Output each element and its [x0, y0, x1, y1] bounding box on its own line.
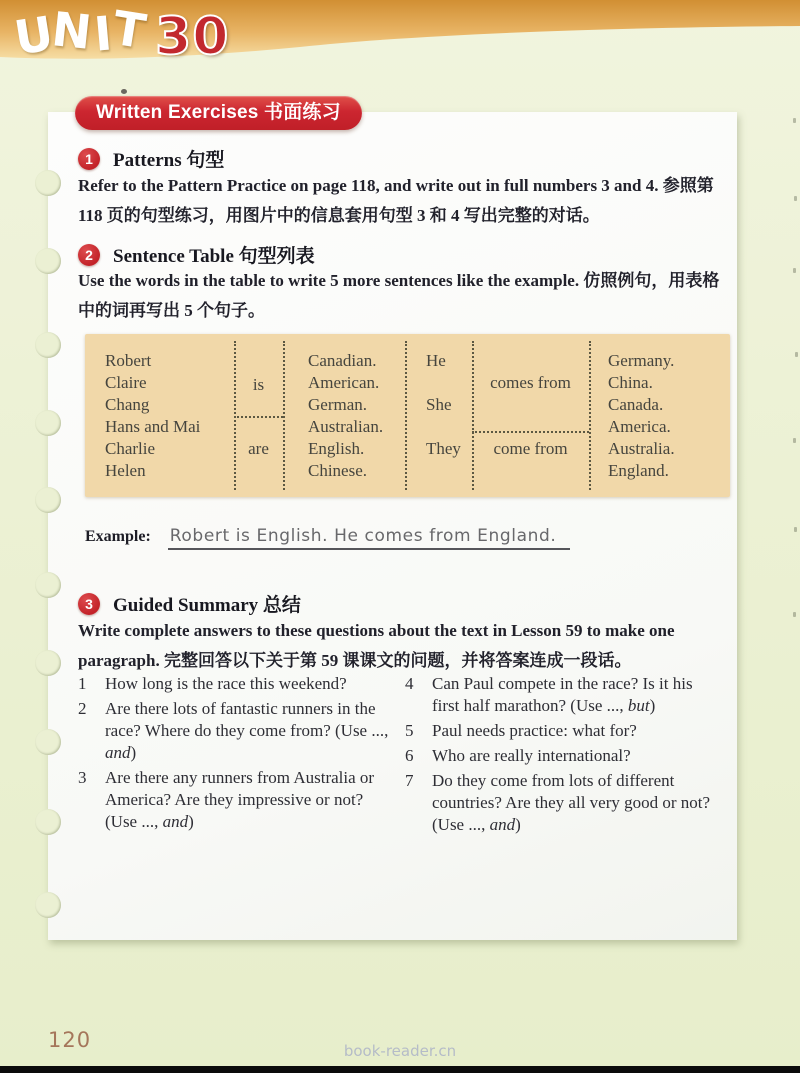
table-cell: America.	[608, 417, 671, 436]
unit-letter: U	[10, 6, 58, 67]
question-item	[405, 770, 723, 836]
question-text	[105, 698, 392, 764]
question-text	[432, 720, 719, 742]
table-cell: German.	[308, 395, 368, 414]
question-text	[432, 673, 719, 717]
page-edge-mark	[793, 268, 796, 273]
unit-letter: T	[108, 0, 150, 61]
bottom-scan-bar	[0, 1066, 800, 1073]
table-cell: Canadian.	[308, 351, 377, 370]
binder-notch	[35, 170, 61, 196]
binder-notch	[35, 410, 61, 436]
section-number-badge: 2	[78, 244, 100, 266]
binder-notch	[35, 892, 61, 918]
dotted-divider-vertical	[472, 341, 474, 490]
table-column-names	[105, 350, 200, 482]
question-item	[78, 673, 396, 695]
binder-notch	[35, 487, 61, 513]
question-item	[405, 720, 723, 742]
question-number: 4	[405, 674, 414, 693]
section-sentence-table-heading	[78, 241, 315, 268]
binder-notch	[35, 729, 61, 755]
watermark: book-reader.cn	[343, 1042, 457, 1060]
question-conjunction: but	[627, 696, 650, 715]
table-cell: Chinese.	[308, 461, 368, 480]
table-cell: China.	[608, 373, 653, 392]
page-edge-mark	[795, 352, 798, 357]
example-label: Example:	[85, 528, 151, 545]
question-number: 2	[78, 699, 87, 718]
table-cell: come from	[493, 439, 568, 458]
section-instructions: Write complete answers to these questions about the text in Lesson 59 to make one paragraph. 完整回答以下关于第 59 课课文的问题，并将答案连成一段话。	[78, 621, 675, 670]
question-conjunction: and	[489, 815, 516, 834]
table-column-nationalities	[308, 350, 383, 482]
section-title: Patterns 句型	[113, 150, 225, 171]
table-cell: England.	[608, 461, 669, 480]
question-text-part: Can Paul compete in the race? Is it his first half marathon? (Use ...,	[432, 674, 693, 715]
section-instructions: Refer to the Pattern Practice on page 118, and write out in full numbers 3 and 4. 参照第 118 页的句型练习，用图片中的信息套用句型 3 和 4 写出完整的对话。	[78, 176, 714, 225]
question-text-part: )	[515, 815, 521, 834]
question-item	[78, 767, 396, 833]
table-cell: is	[252, 375, 265, 394]
table-cell: Australian.	[308, 417, 384, 436]
table-cell: comes from	[490, 373, 571, 392]
table-cell: Australia.	[608, 439, 675, 458]
question-number: 7	[405, 771, 414, 790]
page-edge-mark	[793, 118, 796, 123]
table-cell: He	[426, 351, 446, 370]
unit-number: 30	[155, 7, 230, 67]
table-cell: Chang	[105, 395, 150, 414]
question-conjunction: and	[162, 812, 189, 831]
binder-notch	[35, 650, 61, 676]
table-cell: Claire	[105, 373, 147, 392]
dotted-divider-vertical	[405, 341, 407, 490]
dotted-divider-horizontal	[472, 431, 589, 433]
worksheet-card	[48, 112, 737, 940]
question-number: 1	[78, 674, 87, 693]
table-column-countries	[608, 350, 675, 482]
questions-right-column	[405, 673, 723, 839]
section-patterns-heading	[78, 145, 224, 172]
unit-letter: I	[91, 6, 114, 63]
questions-left-column	[78, 673, 396, 836]
question-text-part: )	[188, 812, 194, 831]
question-text	[105, 767, 392, 833]
dotted-divider-vertical	[589, 341, 591, 490]
table-cell: are	[248, 439, 269, 458]
question-text	[432, 745, 719, 767]
question-conjunction: and	[105, 743, 131, 762]
question-number: 6	[405, 746, 414, 765]
unit-logo	[10, 0, 230, 67]
table-cell: American.	[308, 373, 380, 392]
table-cell: Charlie	[105, 439, 156, 458]
section-guided-summary-heading	[78, 590, 301, 617]
unit-word	[10, 0, 150, 67]
page-edge-mark	[793, 438, 796, 443]
table-cell: Germany.	[608, 351, 675, 370]
question-text-part: )	[649, 696, 656, 715]
page-edge-mark	[793, 612, 796, 617]
page-edge-mark	[794, 527, 797, 532]
binder-notch	[35, 332, 61, 358]
dotted-divider-vertical	[283, 341, 285, 490]
example-handwriting: Robert is English. He comes from England.	[168, 526, 571, 550]
question-text-part: How long is the race this weekend?	[105, 674, 347, 693]
question-text	[432, 770, 719, 836]
question-text-part: Do they come from lots of different countries? Are they all very good or not? (Use ...,	[432, 771, 711, 834]
binder-notch	[35, 572, 61, 598]
table-cell: Helen	[105, 461, 146, 480]
example-row	[85, 526, 570, 550]
scan-speck	[121, 89, 127, 94]
written-exercises-badge: Written Exercises 书面练习	[75, 96, 362, 130]
section-title: Guided Summary 总结	[113, 595, 301, 616]
question-number: 5	[405, 721, 414, 740]
table-cell: Canada.	[608, 395, 664, 414]
binder-notch	[35, 248, 61, 274]
unit-letter: N	[49, 2, 95, 61]
dotted-divider-horizontal	[234, 416, 283, 418]
question-text-part: Are there any runners from Australia or America? Are they impressive or not? (Use ...,	[105, 768, 375, 831]
question-text-part: Are there lots of fantastic runners in the race? Where do they come from? (Use ...,	[105, 699, 389, 740]
sentence-table	[85, 334, 730, 497]
question-text-part: Paul needs practice: what for?	[432, 721, 637, 740]
question-item	[405, 673, 723, 717]
question-item	[78, 698, 396, 764]
page-edge-mark	[794, 196, 797, 201]
table-cell: She	[426, 395, 452, 414]
question-text-part: Who are really international?	[432, 746, 631, 765]
table-cell: Hans and Mai	[105, 417, 201, 436]
question-text	[105, 673, 392, 695]
table-cell: They	[426, 439, 461, 458]
table-cell: Robert	[105, 351, 152, 370]
binder-notch	[35, 809, 61, 835]
question-number: 3	[78, 768, 87, 787]
table-cell: English.	[308, 439, 365, 458]
section-number-badge: 3	[78, 593, 100, 615]
section-instructions: Use the words in the table to write 5 more sentences like the example. 仿照例句，用表格中的词再写出 5 个句子。	[78, 271, 720, 320]
question-item	[405, 745, 723, 767]
question-text-part: )	[130, 743, 137, 762]
page-number: 120	[48, 1028, 92, 1052]
section-number-badge: 1	[78, 148, 100, 170]
section-title: Sentence Table 句型列表	[113, 246, 315, 267]
